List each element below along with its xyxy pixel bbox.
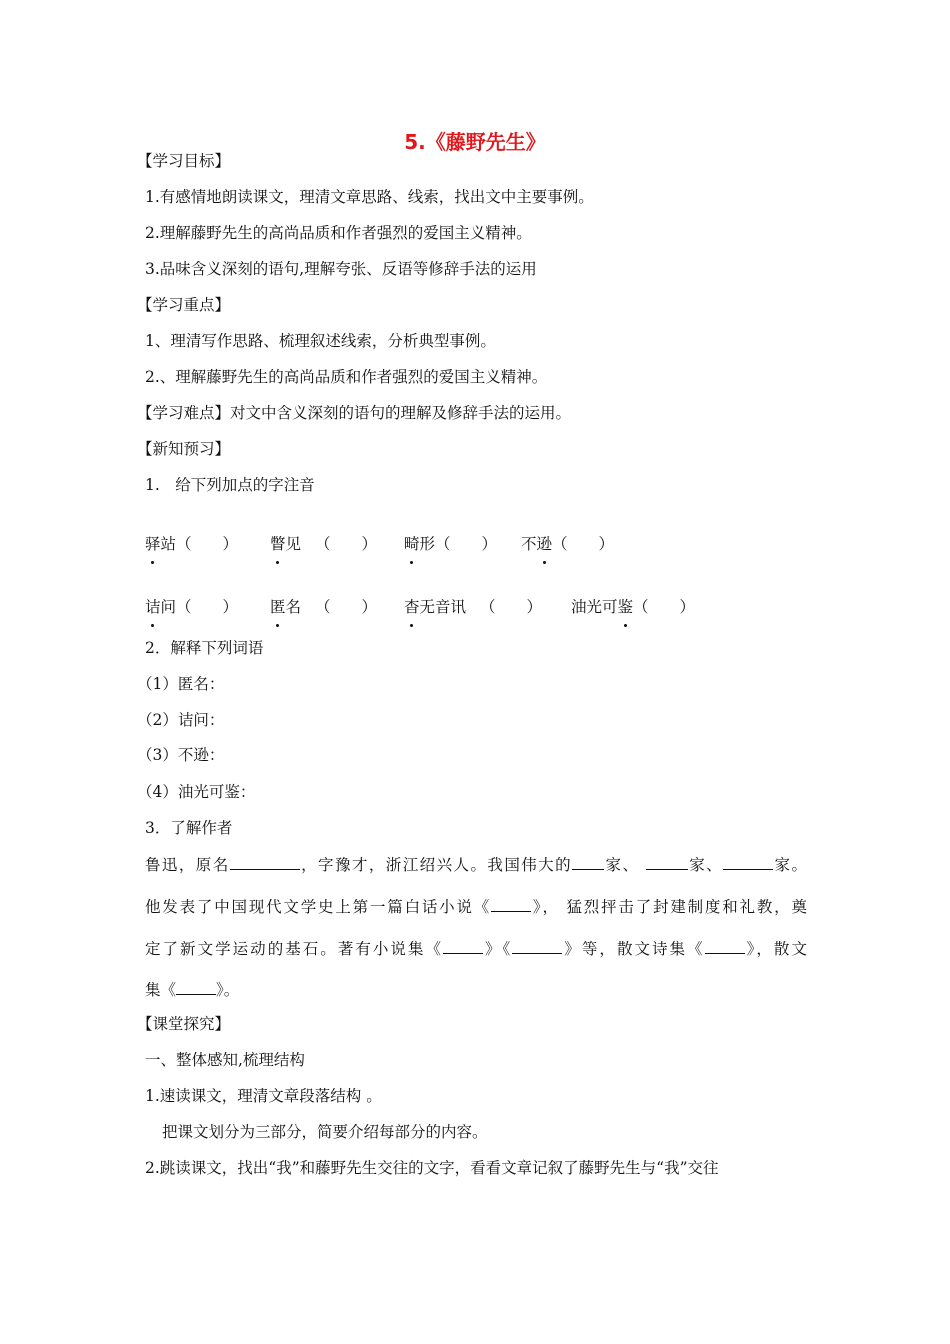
fill-blank[interactable]: [723, 853, 773, 870]
definition-item: （2）诘问：: [137, 711, 225, 729]
goal-item: 1.有感情地朗读课文，理清文章思路、线索，找出文中主要事例。: [145, 188, 594, 206]
pinyin-item: 诘问（ ）: [145, 598, 239, 616]
pinyin-item: 瞥见 （ ）: [270, 535, 378, 553]
fill-blank[interactable]: [572, 853, 604, 870]
author-line: 鲁迅，原名 ，字豫才，浙江绍兴人。我国伟大的 家、 家、 家。: [145, 853, 807, 875]
pinyin-item: 驿站（ ）: [145, 535, 239, 553]
author-line: 他发表了中国现代文学史上第一篇白话小说《 》， 猛烈抨击了封建制度和礼教，奠: [145, 895, 807, 917]
difficulty-heading: 【学习难点】: [137, 404, 231, 422]
explore-q1-sub: 把课文划分为三部分，简要介绍每部分的内容。: [162, 1123, 488, 1141]
explore-q1: 1.速读课文，理清文章段落结构 。: [145, 1087, 382, 1105]
goals-heading: 【学习目标】: [137, 152, 231, 170]
fill-blank[interactable]: [443, 937, 483, 954]
fill-blank[interactable]: [491, 895, 531, 912]
fill-blank[interactable]: [176, 978, 216, 995]
fill-blank[interactable]: [646, 853, 688, 870]
preview-q3: 3．了解作者: [145, 819, 233, 837]
fill-blank[interactable]: [230, 853, 300, 870]
page-title: 5.《藤野先生》: [404, 130, 546, 154]
author-line: 定了新文学运动的基石。著有小说集《 》《 》等，散文诗集《 》，散文: [145, 937, 807, 959]
focus-item: 2.、理解藤野先生的高尚品质和作者强烈的爱国主义精神。: [145, 368, 548, 386]
pinyin-item: 杳无音讯 （ ）: [404, 598, 543, 616]
explore-section: 一、整体感知,梳理结构: [145, 1051, 305, 1069]
difficulty-text: 对文中含义深刻的语句的理解及修辞手法的运用。: [230, 404, 572, 422]
fill-blank[interactable]: [512, 937, 562, 954]
focus-heading: 【学习重点】: [137, 296, 231, 314]
pinyin-item: 不逊（ ）: [521, 535, 615, 553]
explore-heading: 【课堂探究】: [137, 1015, 231, 1033]
goal-item: 3.品味含义深刻的语句,理解夸张、反语等修辞手法的运用: [145, 260, 537, 278]
preview-q2: 2．解释下列词语: [145, 639, 264, 657]
definition-item: （4）油光可鉴：: [137, 783, 256, 801]
fill-blank[interactable]: [705, 937, 745, 954]
explore-q2: 2.跳读课文，找出“我”和藤野先生交往的文字，看看文章记叙了藤野先生与“我”交往: [145, 1159, 719, 1177]
goal-item: 2.理解藤野先生的高尚品质和作者强烈的爱国主义精神。: [145, 224, 532, 242]
pinyin-item: 油光可鉴（ ）: [571, 598, 696, 616]
difficulty-line: [137, 403, 572, 423]
pinyin-item: 畸形（ ）: [404, 535, 498, 553]
focus-item: 1、理清写作思路、梳理叙述线索，分析典型事例。: [145, 332, 496, 350]
preview-q1: 1. 给下列加点的字注音: [145, 476, 315, 494]
definition-item: （3）不逊：: [137, 746, 225, 764]
author-line: 集《 》。: [145, 978, 239, 1000]
pinyin-item: 匿名 （ ）: [270, 598, 378, 616]
definition-item: （1）匿名：: [137, 675, 225, 693]
preview-heading: 【新知预习】: [137, 440, 231, 458]
